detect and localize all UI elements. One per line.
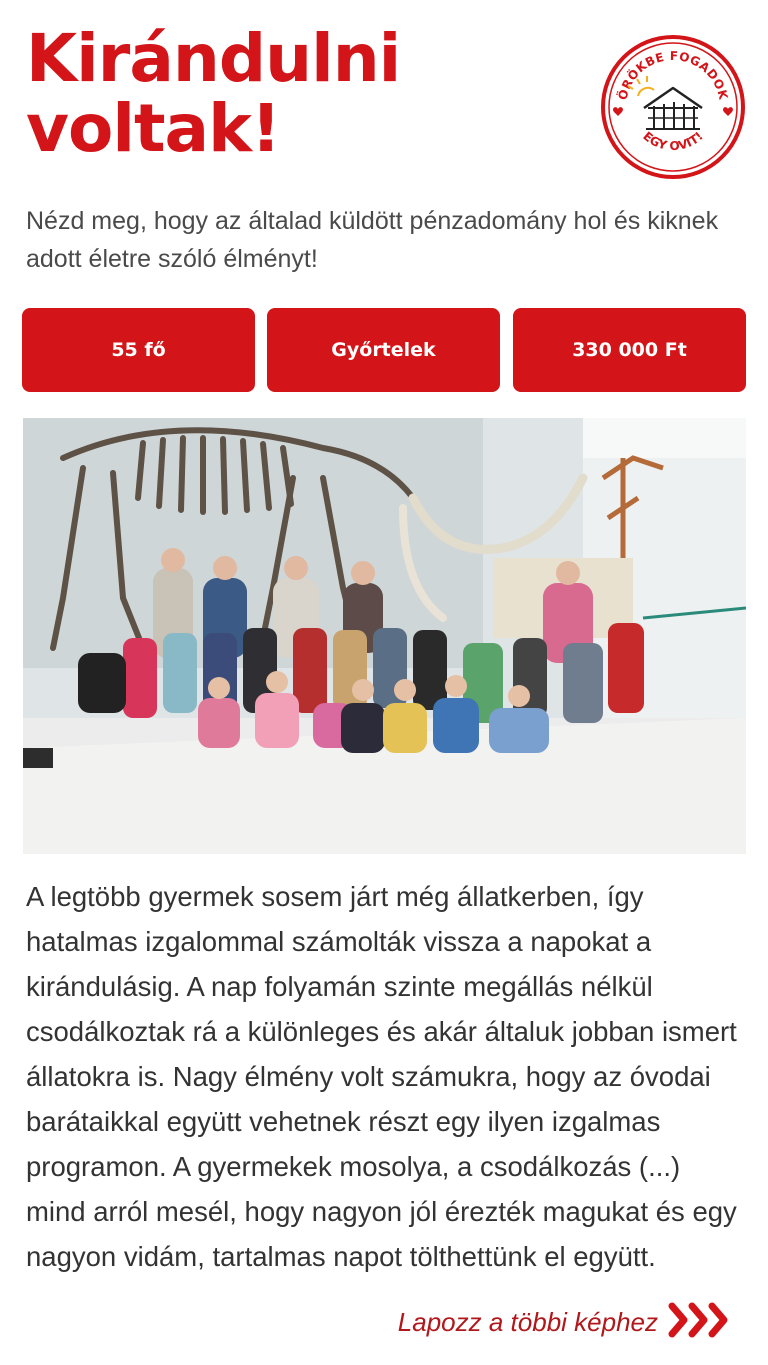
triple-chevron-right-icon (668, 1302, 732, 1342)
group-photo (23, 418, 746, 854)
next-images-link-label: Lapozz a többi képhez (397, 1306, 658, 1337)
title-line-1: Kirándulni (26, 20, 401, 97)
stat-participants-button[interactable]: 55 fő (22, 308, 255, 392)
next-images-link[interactable] (398, 1298, 732, 1346)
title-line-2: voltak! (26, 90, 281, 167)
page-subtitle: Nézd meg, hogy az általad küldött pénzadomány hol és kiknek adott életre szóló élményt! (26, 207, 719, 273)
stats-row (22, 308, 746, 392)
stamp-text-top: ÖRÖKBE FOGADOK (615, 48, 731, 102)
page-title (26, 20, 586, 167)
stat-location-button[interactable]: Győrtelek (267, 308, 500, 392)
stat-amount-button[interactable]: 330 000 Ft (513, 308, 746, 392)
adopt-kindergarten-stamp-logo (600, 34, 746, 180)
stamp-text-bottom: EGY OVIT! (640, 128, 706, 154)
article-body-text: A legtöbb gyermek sosem járt még állatkerben, így hatalmas izgalommal számolták vissza a napokat a kirándulásig. A nap folyamán szinte megállás nélkül csodálkoztak rá a különleges és akár általuk jobban ismert állatokra is. Nagy élmény volt számukra, hogy az óvodai barátaikkal együtt vehetnek részt egy ilyen izgalmas programon. A gyermekek mosolya, a csodálkozás (...) mind arról mesél, hogy nagyon jól érezték magukat és egy nagyon vidám, tartalmas napot tölthettünk el együtt. (26, 881, 737, 1272)
